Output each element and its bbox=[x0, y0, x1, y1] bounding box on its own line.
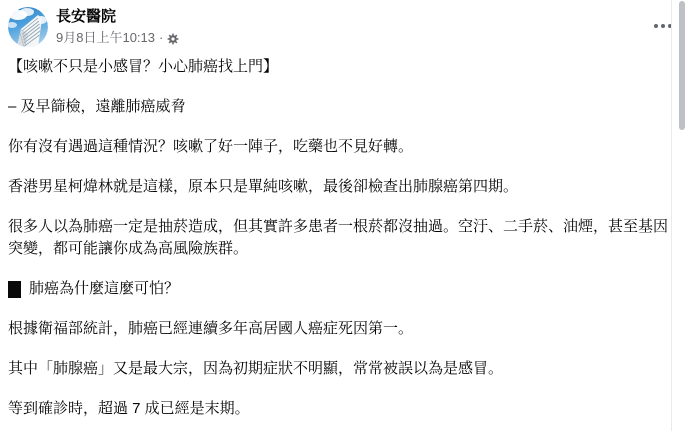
post-options-ellipsis-icon[interactable] bbox=[654, 20, 672, 32]
section-heading-text: 肺癌為什麼這麼可怕？ bbox=[29, 280, 180, 297]
post-header bbox=[8, 7, 662, 47]
post-paragraph: 你有沒有遇過這種情況？咳嗽了好一陣子，吃藥也不見好轉。 bbox=[8, 138, 414, 155]
scrollbar-thumb[interactable] bbox=[679, 1, 685, 130]
header-meta bbox=[56, 7, 179, 46]
timestamp-row bbox=[56, 29, 179, 46]
scrollbar-track bbox=[671, 0, 686, 431]
post-content bbox=[8, 56, 678, 438]
post-paragraph: 其中「肺腺癌」又是最大宗，因為初期症狀不明顯，常常被誤以為是感冒。 bbox=[8, 360, 504, 377]
timestamp[interactable]: 9月8日上午10:13 bbox=[56, 30, 155, 45]
hospital-building-avatar-image bbox=[8, 7, 48, 47]
post-paragraph: 很多人以為肺癌一定是抽菸造成，但其實許多患者一根菸都沒抽過。空汙、二手菸、油煙，甚至基因突變，都可能讓你成為高風險族群。 bbox=[8, 218, 669, 257]
dot-separator: · bbox=[159, 30, 164, 45]
page-name[interactable]: 長安醫院 bbox=[56, 8, 117, 25]
post-paragraph: 【咳嗽不只是小感冒？小心肺癌找上門】 bbox=[8, 58, 279, 75]
post-paragraph: – 及早篩檢，遠離肺癌威脅 bbox=[8, 98, 186, 115]
post-paragraph: 等到確診時，超過 7 成已經是末期。 bbox=[8, 400, 250, 417]
gear-icon bbox=[167, 32, 179, 44]
post-paragraph: 香港男星柯煒林就是這樣，原本只是單純咳嗽，最後卻檢查出肺腺癌第四期。 bbox=[8, 178, 519, 195]
post-paragraph: 根據衛福部統計，肺癌已經連續多年高居國人癌症死因第一。 bbox=[8, 320, 414, 337]
section-heading bbox=[8, 278, 678, 300]
heading-block-icon bbox=[8, 281, 21, 298]
avatar[interactable] bbox=[8, 7, 48, 47]
